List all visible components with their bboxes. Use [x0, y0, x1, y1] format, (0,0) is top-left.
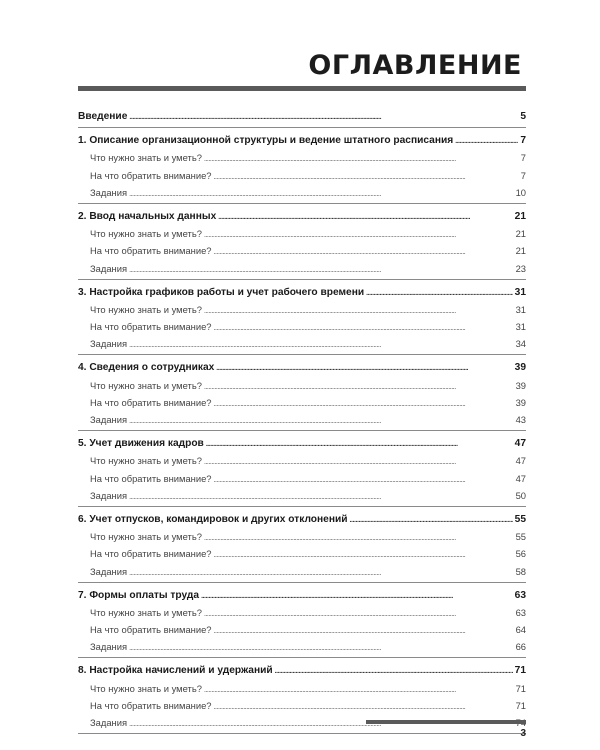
- toc-entry-label: Что нужно знать и уметь?: [90, 228, 202, 240]
- toc-entry-label: Введение: [78, 111, 128, 122]
- section-rule: [78, 733, 526, 734]
- toc-section-entry[interactable]: [78, 132, 526, 149]
- toc-entry-label: 2. Ввод начальных данных: [78, 210, 217, 222]
- toc-entry-label: На что обратить внимание?: [90, 245, 212, 257]
- toc-subsection-entry[interactable]: [78, 452, 526, 469]
- toc-entry-page: 34: [515, 338, 526, 350]
- toc-subsection-entry[interactable]: [78, 184, 526, 201]
- toc-entry-label: 8. Настройка начислений и удержаний: [78, 665, 273, 677]
- toc-subsection-entry[interactable]: [78, 377, 526, 394]
- toc-entry-label: 6. Учет отпусков, командировок и других отклонений: [78, 513, 348, 525]
- toc-subsection-entry[interactable]: [78, 487, 526, 504]
- toc-entry-page: 50: [515, 489, 526, 501]
- dot-leader: [201, 587, 513, 605]
- toc-entry-label: Что нужно знать и уметь?: [90, 682, 202, 694]
- toc-entry-page: 47: [515, 472, 526, 484]
- dot-leader: [129, 638, 514, 657]
- dot-leader: [206, 435, 513, 453]
- toc-entry-page: 71: [515, 682, 526, 694]
- dot-leader: [129, 260, 514, 279]
- toc-entry-page: 10: [515, 186, 526, 198]
- toc-subsection-entry[interactable]: [78, 604, 526, 621]
- toc-entry-label: Задания: [90, 717, 128, 728]
- page-number: 3: [520, 728, 526, 739]
- toc-entry-label: Что нужно знать и уметь?: [90, 455, 202, 467]
- toc-entry-page: 23: [515, 262, 526, 274]
- section-rule: [78, 582, 526, 583]
- toc-subsection-entry[interactable]: [78, 225, 526, 242]
- toc-entry-label: Что нужно знать и уметь?: [90, 531, 202, 543]
- dot-leader: [129, 487, 514, 506]
- toc-entry-page: 21: [515, 228, 526, 240]
- toc-entry-page: 39: [515, 396, 526, 408]
- toc-entry-label: 3. Настройка графиков работы и учет рабочего времени: [78, 286, 365, 298]
- toc-entry-page: 56: [515, 548, 526, 560]
- toc-section-entry[interactable]: [78, 284, 526, 301]
- toc-entry-label: Что нужно знать и уметь?: [90, 303, 202, 315]
- toc-entry-label: На что обратить внимание?: [90, 321, 212, 333]
- toc-entry-page: 55: [515, 531, 526, 543]
- toc-entry-page: 47: [514, 438, 526, 450]
- toc-entry-page: 7: [520, 152, 526, 164]
- toc-entry-page: 31: [515, 321, 526, 333]
- toc-entry-page: 31: [514, 286, 526, 298]
- title-rule: [78, 86, 526, 91]
- toc-subsection-entry[interactable]: [78, 318, 526, 335]
- section-rule: [78, 657, 526, 658]
- section-rule: [78, 506, 526, 507]
- section-rule: [78, 203, 526, 204]
- dot-leader: [218, 208, 512, 226]
- section-rule: [78, 127, 526, 128]
- toc-entry-label: На что обратить внимание?: [90, 548, 212, 560]
- toc-entry-page: 5: [520, 111, 526, 122]
- toc-section-entry[interactable]: [78, 208, 526, 225]
- toc-entry-label: Задания: [90, 262, 128, 274]
- toc-subsection-entry[interactable]: [78, 563, 526, 580]
- toc-entry-label: На что обратить внимание?: [90, 472, 212, 484]
- toc-entry-page: 21: [514, 210, 526, 222]
- toc-entry-label: Задания: [90, 565, 128, 577]
- toc-entry-label: Задания: [90, 338, 128, 350]
- toc-entry-label: На что обратить внимание?: [90, 624, 212, 636]
- toc-subsection-entry[interactable]: [78, 242, 526, 259]
- toc-subsection-entry[interactable]: [78, 621, 526, 638]
- page-title: ОГЛАВЛЕНИЕ: [308, 50, 522, 81]
- toc-subsection-entry[interactable]: [78, 528, 526, 545]
- toc-entry-label: На что обратить внимание?: [90, 699, 212, 711]
- toc-section-entry[interactable]: [78, 359, 526, 376]
- toc-subsection-entry[interactable]: [78, 149, 526, 166]
- toc-entry-page: 21: [515, 245, 526, 257]
- toc-subsection-entry[interactable]: [78, 638, 526, 655]
- toc-section-entry[interactable]: [78, 662, 526, 679]
- toc-entry-label: Задания: [90, 489, 128, 501]
- toc-entry-label: На что обратить внимание?: [90, 169, 212, 181]
- toc-entry-page: 71: [515, 699, 526, 711]
- toc-entry-label: Что нужно знать и уметь?: [90, 379, 202, 391]
- toc-entry-page: 64: [515, 624, 526, 636]
- dot-leader: [129, 335, 514, 354]
- section-rule: [78, 354, 526, 355]
- dot-leader: [129, 184, 514, 203]
- toc-entry-page: 7: [520, 135, 526, 147]
- toc-section-entry[interactable]: [78, 587, 526, 604]
- toc-subsection-entry[interactable]: [78, 394, 526, 411]
- toc-entry-page: 39: [514, 362, 526, 374]
- toc-entry-label: 4. Сведения о сотрудниках: [78, 362, 215, 374]
- toc-subsection-entry[interactable]: [78, 470, 526, 487]
- toc-entry-label: 1. Описание организационной структуры и ведение штатного расписания: [78, 135, 454, 147]
- toc-entry-label: Задания: [90, 641, 128, 653]
- toc-subsection-entry[interactable]: [78, 545, 526, 562]
- toc-entry-label: Задания: [90, 414, 128, 425]
- toc-entry-page: 39: [515, 379, 526, 391]
- dot-leader: [129, 563, 514, 582]
- toc-subsection-entry[interactable]: [78, 167, 526, 184]
- toc-entry-label: 5. Учет движения кадров: [78, 438, 204, 450]
- table-of-contents: [78, 108, 526, 738]
- toc-entry-page: 43: [515, 414, 526, 425]
- toc-entry-label: На что обратить внимание?: [90, 396, 212, 408]
- toc-entry-label: Задания: [90, 186, 128, 198]
- toc-entry-page: 63: [514, 589, 526, 601]
- toc-intro-entry[interactable]: [78, 108, 526, 125]
- dot-leader: [275, 662, 513, 680]
- toc-subsection-entry[interactable]: [78, 411, 526, 428]
- toc-subsection-entry[interactable]: [78, 697, 526, 714]
- toc-subsection-entry[interactable]: [78, 260, 526, 277]
- dot-leader: [129, 108, 518, 126]
- toc-entry-page: 31: [515, 303, 526, 315]
- dot-leader: [350, 511, 513, 529]
- toc-entry-page: 71: [514, 665, 526, 677]
- toc-subsection-entry[interactable]: [78, 335, 526, 352]
- footer-rule: [366, 720, 526, 724]
- toc-entry-page: 47: [515, 455, 526, 467]
- toc-section-entry[interactable]: [78, 435, 526, 452]
- section-rule: [78, 279, 526, 280]
- dot-leader: [455, 132, 518, 150]
- dot-leader: [216, 359, 512, 377]
- toc-entry-page: 7: [520, 169, 526, 181]
- toc-section-entry[interactable]: [78, 511, 526, 528]
- toc-entry-page: 66: [515, 641, 526, 653]
- dot-leader: [129, 411, 514, 430]
- toc-subsection-entry[interactable]: [78, 680, 526, 697]
- dot-leader: [366, 284, 513, 302]
- toc-entry-label: 7. Формы оплаты труда: [78, 589, 200, 601]
- section-rule: [78, 430, 526, 431]
- toc-subsection-entry[interactable]: [78, 301, 526, 318]
- toc-entry-label: Что нужно знать и уметь?: [90, 152, 202, 164]
- toc-sections: [78, 132, 526, 734]
- toc-entry-page: 58: [515, 565, 526, 577]
- toc-entry-label: Что нужно знать и уметь?: [90, 606, 202, 618]
- toc-entry-page: 55: [514, 513, 526, 525]
- toc-entry-page: 63: [515, 606, 526, 618]
